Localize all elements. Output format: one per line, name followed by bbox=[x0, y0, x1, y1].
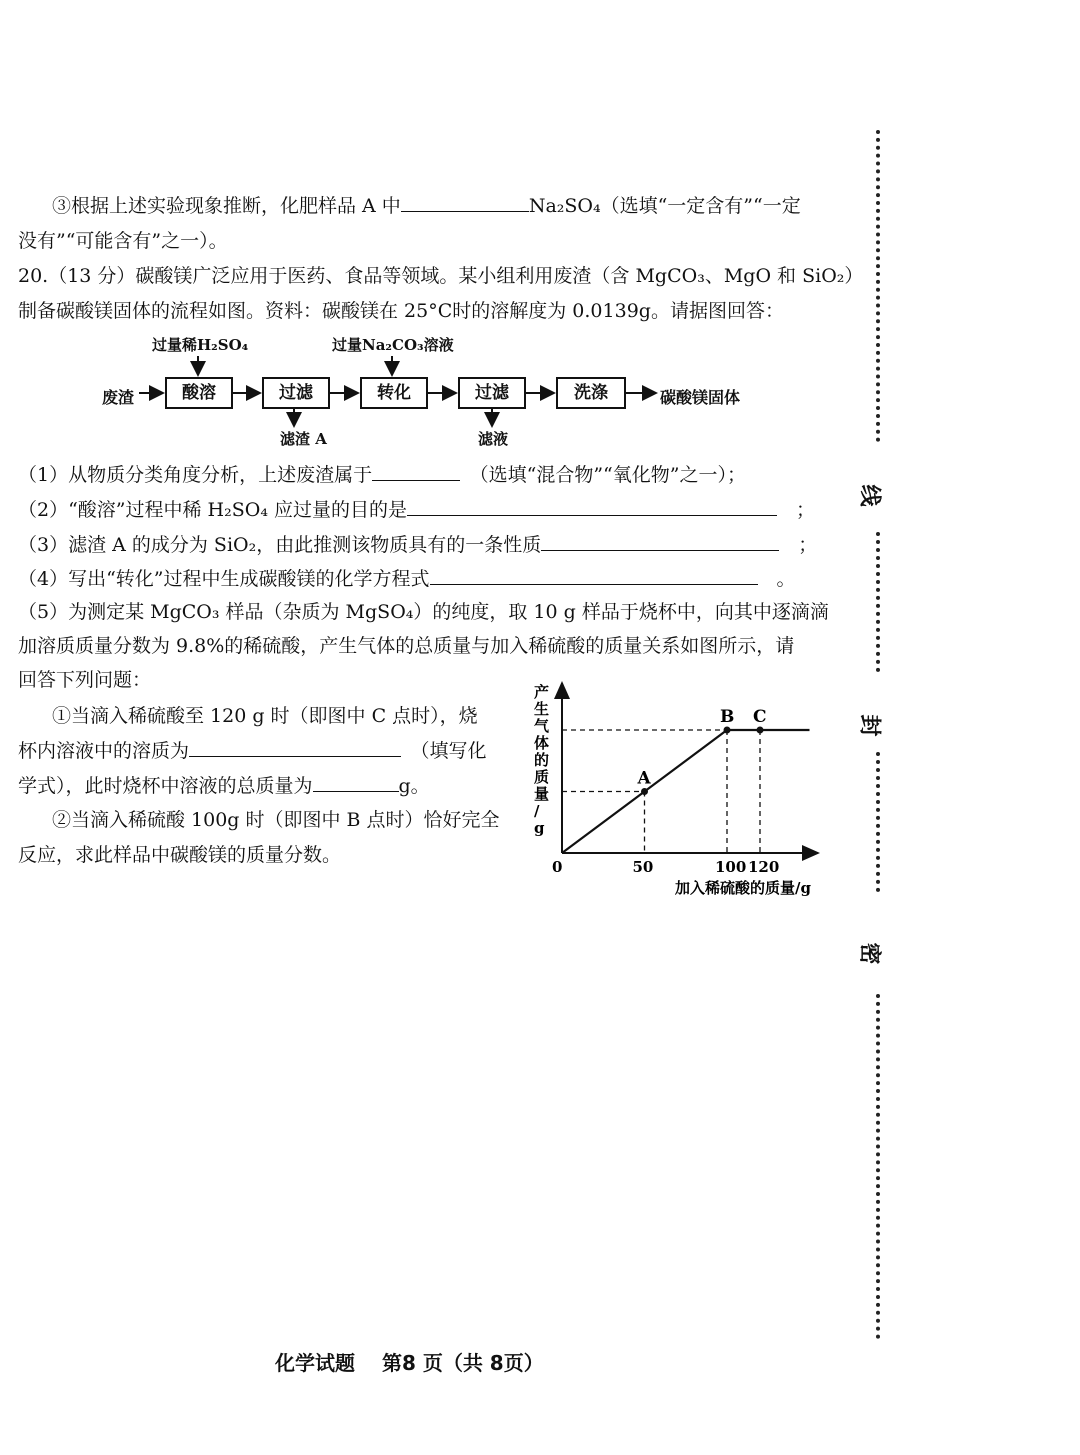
point-C bbox=[757, 727, 764, 734]
point-label-B: B bbox=[720, 707, 735, 728]
q20-sub5-part1-line2: 杯内溶液中的溶质为 （填写化 bbox=[18, 740, 487, 762]
flow-step-wash: 洗涤 bbox=[556, 377, 626, 409]
answer-blank[interactable] bbox=[372, 462, 460, 481]
q20-sub3: （3）滤渣 A 的成分为 SiO₂，由此推测该物质具有的一条性质 ； bbox=[18, 534, 818, 556]
side-label-line: 线 bbox=[856, 484, 883, 507]
binding-dots bbox=[876, 752, 884, 892]
origin-label: 0 bbox=[552, 858, 563, 876]
page-footer: 化学试题 第8 页（共 8页） bbox=[275, 1351, 544, 1375]
x-tick-label: 100 bbox=[715, 858, 747, 876]
side-label-secret: 密 bbox=[856, 942, 883, 965]
reagent-label-2: 过量Na₂CO₃溶液 bbox=[332, 336, 454, 354]
q20-sub1: （1）从物质分类角度分析，上述废渣属于 （选填“混合物”“氧化物”之一）； bbox=[18, 464, 746, 486]
point-B bbox=[724, 727, 731, 734]
q20-sub5-line3: 回答下列问题： bbox=[18, 669, 152, 691]
flow-step-convert: 转化 bbox=[360, 377, 428, 409]
y-label-char: / bbox=[534, 802, 540, 820]
binding-dots bbox=[876, 130, 884, 442]
q20-sub5-line2: 加溶质质量分数为 9.8%的稀硫酸，产生气体的总质量与加入稀硫酸的质量关系如图所示，请 bbox=[18, 635, 795, 657]
q20-sub5-part2-line2: 反应，求此样品中碳酸镁的质量分数。 bbox=[18, 844, 342, 866]
point-label-C: C bbox=[753, 707, 767, 728]
q20-sub5-line1: （5）为测定某 MgCO₃ 样品（杂质为 MgSO₄）的纯度，取 10 g 样品于烧杯中，向其中逐滴滴 bbox=[18, 601, 829, 623]
y-axis-label bbox=[534, 683, 550, 837]
point-label-A: A bbox=[637, 768, 651, 789]
q19-item3: ③根据上述实验现象推断，化肥样品 A 中 Na₂SO₄（选填“一定含有”“一定 bbox=[52, 195, 801, 217]
flow-step-acid-dissolve: 酸溶 bbox=[165, 377, 233, 409]
flow-arrows bbox=[0, 0, 800, 460]
y-label-char: 量 bbox=[534, 785, 550, 803]
q20-sub2: （2）“酸溶”过程中稀 H₂SO₄ 应过量的目的是 ； bbox=[18, 499, 816, 521]
answer-blank[interactable] bbox=[430, 566, 758, 585]
x-tick-label: 120 bbox=[748, 858, 780, 876]
binding-dots bbox=[876, 994, 884, 1339]
y-label-char: g bbox=[534, 819, 545, 837]
answer-blank[interactable] bbox=[407, 497, 777, 516]
binding-dots bbox=[876, 532, 884, 672]
flow-step-filter-1: 过滤 bbox=[262, 377, 330, 409]
q20-sub4: （4）写出“转化”过程中生成碳酸镁的化学方程式 。 bbox=[18, 568, 796, 590]
flow-end: 碳酸镁固体 bbox=[660, 388, 741, 407]
gas-mass-chart bbox=[520, 675, 840, 905]
flow-output-filtrate: 滤液 bbox=[478, 430, 509, 448]
side-label-seal: 封 bbox=[856, 714, 883, 737]
q20-intro-line2: 制备碳酸镁固体的流程如图。资料：碳酸镁在 25°C时的溶解度为 0.0139g。请据图回答： bbox=[18, 300, 784, 322]
x-axis-label: 加入稀硫酸的质量/g bbox=[675, 879, 811, 897]
y-label-char: 质 bbox=[534, 768, 550, 786]
reagent-label-1: 过量稀H₂SO₄ bbox=[152, 336, 249, 354]
flow-step-filter-2: 过滤 bbox=[458, 377, 526, 409]
q20-intro-line1: 20.（13 分）碳酸镁广泛应用于医药、食品等领域。某小组利用废渣（含 MgCO₃、MgO 和 SiO₂） bbox=[18, 265, 864, 287]
x-tick-label: 50 bbox=[632, 858, 654, 876]
flow-start: 废渣 bbox=[102, 388, 135, 407]
y-label-char: 的 bbox=[534, 751, 550, 769]
q20-sub5-part1-line3: 学式），此时烧杯中溶液的总质量为 g。 bbox=[18, 775, 430, 797]
point-A bbox=[641, 788, 648, 795]
answer-blank[interactable] bbox=[313, 773, 399, 792]
y-label-char: 生 bbox=[534, 700, 550, 718]
y-label-char: 产 bbox=[534, 683, 550, 701]
flow-output-residue: 滤渣 A bbox=[280, 430, 327, 448]
y-label-char: 体 bbox=[534, 734, 550, 752]
y-label-char: 气 bbox=[534, 717, 550, 735]
q20-sub5-part2-line1: ②当滴入稀硫酸 100g 时（即图中 B 点时）恰好完全 bbox=[52, 809, 500, 831]
q20-sub5-part1-line1: ①当滴入稀硫酸至 120 g 时（即图中 C 点时），烧 bbox=[52, 705, 478, 727]
answer-blank[interactable] bbox=[541, 532, 779, 551]
answer-blank[interactable] bbox=[189, 738, 401, 757]
q19-item3-cont: 没有”“可能含有”之一）。 bbox=[18, 230, 228, 252]
